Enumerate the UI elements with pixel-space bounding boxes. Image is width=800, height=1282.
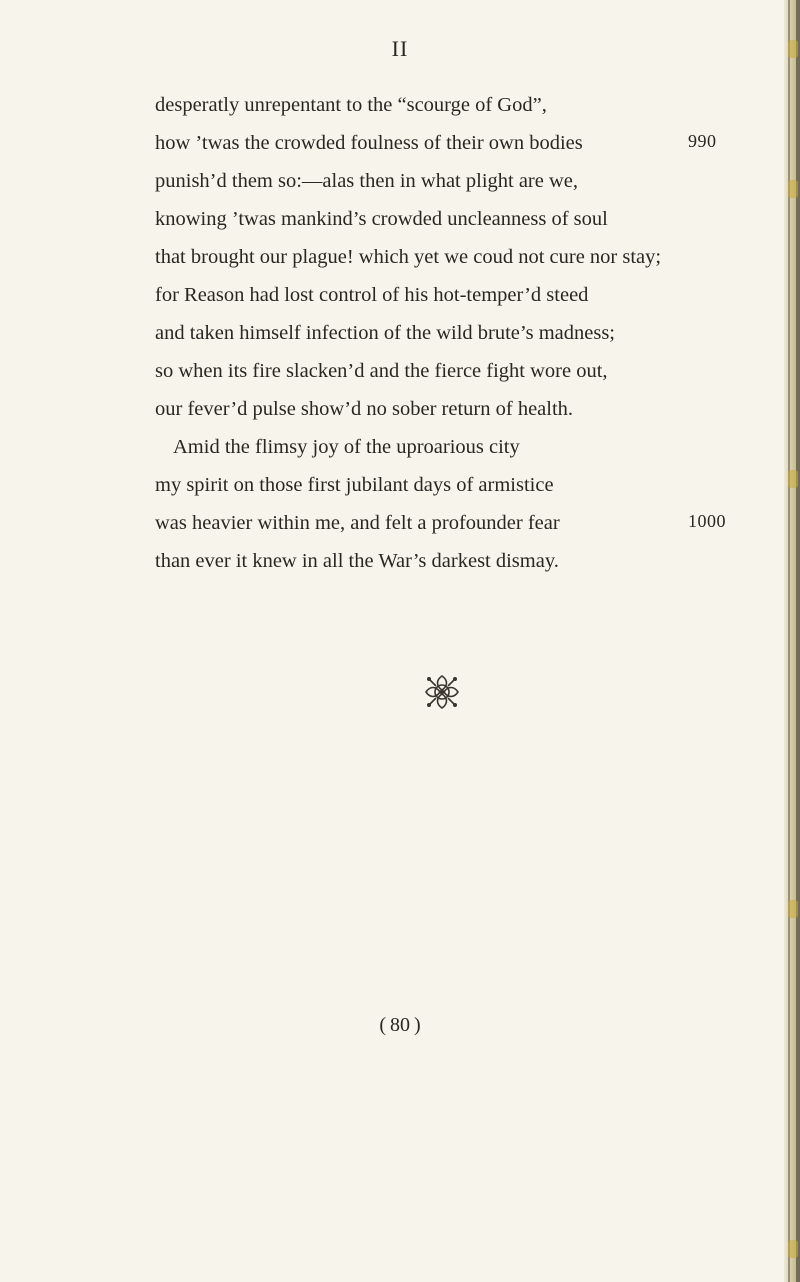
- poem-line: so when its fire slacken’d and the fierce fight wore out,: [155, 360, 608, 382]
- poem-line: was heavier within me, and felt a profounder fear: [155, 512, 560, 534]
- poem-line: for Reason had lost control of his hot-temper’d steed: [155, 284, 589, 306]
- page-edge-tab: [788, 470, 798, 488]
- poem-line: how ’twas the crowded foulness of their own bodies: [155, 132, 583, 154]
- page-edge-tab: [788, 900, 798, 918]
- poem-text: [155, 86, 661, 580]
- section-numeral: II: [391, 36, 409, 61]
- page-number: ( 80 ): [379, 1014, 421, 1036]
- page-edge-tab: [788, 1240, 798, 1258]
- poem-line: punish’d them so:—alas then in what plight are we,: [155, 170, 579, 192]
- poem-line: Amid the flimsy joy of the uproarious city: [173, 436, 520, 458]
- poem-line: knowing ’twas mankind’s crowded uncleanness of soul: [155, 208, 608, 230]
- poem-line: my spirit on those first jubilant days of armistice: [155, 474, 554, 496]
- poem-line: than ever it knew in all the War’s darkest dismay.: [155, 550, 559, 572]
- poem-line: our fever’d pulse show’d no sober return of health.: [155, 398, 574, 420]
- floral-knot-ornament-icon: [422, 672, 462, 712]
- poem-line: and taken himself infection of the wild brute’s madness;: [155, 322, 615, 344]
- line-number: 990: [688, 131, 717, 151]
- poem-line: desperatly unrepentant to the “scourge of God”,: [155, 94, 547, 116]
- page-edge-tab: [788, 180, 798, 198]
- line-number: 1000: [688, 511, 726, 531]
- poem-line: that brought our plague! which yet we coud not cure nor stay;: [155, 246, 662, 268]
